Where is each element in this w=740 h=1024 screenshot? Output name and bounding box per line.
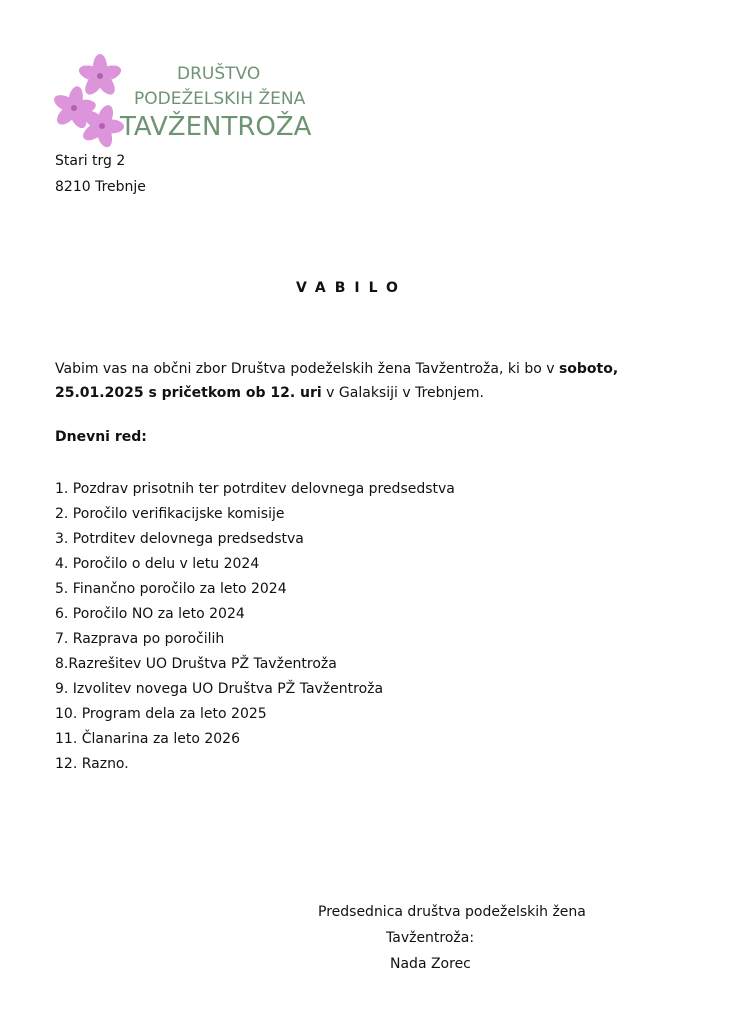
- agenda-list: [55, 477, 455, 777]
- logo-text-line3: TAVŽENTROŽA: [120, 112, 312, 142]
- agenda-item: 12. Razno.: [55, 756, 129, 772]
- agenda-item: 3. Potrditev delovnega predsedstva: [55, 531, 304, 547]
- agenda-item: 11. Članarina za leto 2026: [55, 731, 240, 747]
- agenda-item: 8.Razrešitev UO Društva PŽ Tavžentroža: [55, 656, 337, 672]
- agenda-item: 1. Pozdrav prisotnih ter potrditev delovnega predsedstva: [55, 481, 455, 497]
- signature-org: Tavžentroža:: [386, 930, 475, 946]
- address-street: Stari trg 2: [55, 153, 126, 169]
- signature-title: Predsednica društva podeželskih žena: [318, 904, 586, 920]
- agenda-item: 5. Finančno poročilo za leto 2024: [55, 581, 287, 597]
- agenda-item: 9. Izvolitev novega UO Društva PŽ Tavžentroža: [55, 681, 384, 697]
- logo-text-line2: PODEŽELSKIH ŽENA: [134, 89, 306, 109]
- agenda-heading: Dnevni red:: [55, 429, 147, 445]
- agenda-item: 6. Poročilo NO za leto 2024: [55, 606, 245, 622]
- intro-paragraph: [55, 357, 655, 405]
- logo-text-line1: DRUŠTVO: [177, 64, 261, 84]
- address-city: 8210 Trebnje: [55, 179, 146, 195]
- intro-location: v Galaksiji v Trebnjem.: [321, 385, 484, 401]
- document-title: VABILO: [296, 280, 407, 296]
- signature-name: Nada Zorec: [390, 956, 471, 972]
- intro-text: Vabim vas na občni zbor Društva podeželskih žena Tavžentroža, ki bo v: [55, 361, 559, 377]
- agenda-item: 7. Razprava po poročilih: [55, 631, 225, 647]
- intro-date-time: 25.01.2025 s pričetkom ob 12. uri: [55, 385, 322, 401]
- agenda-item: 10. Program dela za leto 2025: [55, 706, 267, 722]
- intro-date-day: soboto,: [558, 361, 619, 377]
- agenda-item: 2. Poročilo verifikacijske komisije: [55, 506, 285, 522]
- agenda-item: 4. Poročilo o delu v letu 2024: [55, 556, 260, 572]
